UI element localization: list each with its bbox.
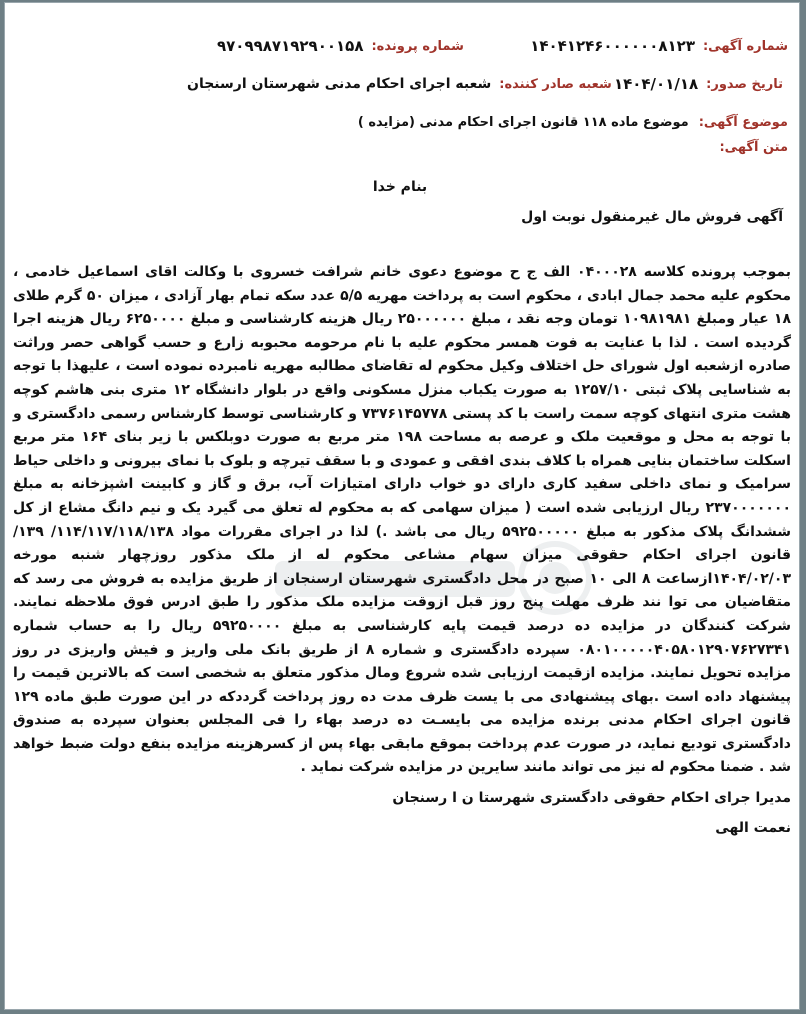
signature-line: مدیرا جرای احکام حقوقی دادگستری شهرستا ن ا رسنجان [392, 790, 791, 807]
basmala-heading: بنام خدا [372, 179, 428, 195]
notice-number-value: ۱۴۰۴۱۲۴۶۰۰۰۰۰۰۸۱۲۳ [530, 37, 695, 55]
issue-date [614, 75, 783, 93]
ad-title: آگهی فروش مال غیرمنقول نوبت اول [521, 209, 783, 225]
notice-text-label: متن آگهی: [719, 140, 788, 155]
notice-body: بموجب پرونده کلاسه ۰۴۰۰۰۲۸ الف ج ح موضوع دعوی خانم شرافت خسروی با وکالت اقای اسماعیل خادمی ، محکوم علیه محمد جمال ابادی ، محکوم است به پرداخت مهریه ۵/۵ عدد سکه تمام بهار آزادی ، میزان ۵۰ گرم طلای ۱۸ عیار ومبلغ ۱۰۹۸۱۹۸۱ تومان وجه نقد ، مبلغ ۲۵۰۰۰۰۰۰ ریال هزینه کارشناسی و مبلغ ۶۲۵۰۰۰۰ ریال هزینه اجرا گردیده است . لذا با عنایت به فوت همسر محکوم علیه با نام مرحومه محبوبه زارع و حسب گواهی حصر وراثت صادره ازشعبه اول شورای حل اختلاف وکیل محکوم له تقاضای مطالبه مهریه نامبرده نموده است ، علیهذا با توجه به شناسایی پلاک ثبتی ۱۲۵۷/۱۰ به صورت یکباب منزل مسکونی واقع در بلوار دانشگاه ۱۲ متری بنی هاشم کوچه هشت متری انتهای کوچه سمت راست با کد پستی ۷۳۷۶۱۴۵۷۷۸ و کارشناسی توسط کارشناس رسمی دادگستری و با توجه به محل و موقعیت ملک و عرصه به مساحت ۱۹۸ متر مربع به صورت دوبلکس با زیر بنای ۱۶۴ متر مربع اسکلت ساختمان بنایی همراه با کلاف بندی افقی و عمودی و با سقف تیرچه و بلوک با نمای بیرونی و داخلی حیاط سرامیک و نمای داخلی سفید کاری دارای دو خواب دارای امتیازات آب، برق و گاز و کابینت اشپزخانه به مبلغ ۲۳۷۰۰۰۰۰۰۰ ریال ارزیابی شده است ( میزان سهامی که به محکوم له تعلق می گیرد یک و نیم دانگ مشاع از کل ششدانگ پلاک مذکور به مبلغ ۵۹۲۵۰۰۰۰۰ ریال می باشد .) لذا در اجرای مقررات مواد ۱۱۴/۱۱۷/۱۱۸/۱۳۸/ ۱۳۹/قانون اجرای احکام حقوقی میزان سهام مشاعی محکوم له از ملک مذکور روزچهار شنبه مورخه ۱۴۰۴/۰۲/۰۳ازساعت ۸ الی ۱۰ صبح در محل دادگستری شهرستان ارسنجان از طریق مزایده به فروش می رسد که متقاضیان می توا نند ظرف مهلت پنج روز قبل ازوقت مزایده ملک مذکور را طبق ادرس فوق ملاحظه نمایند. شرکت کنندگان در مزایده ده درصد قیمت پایه کارشناسی به مبلغ ۵۹۲۵۰۰۰۰ ریال را به حساب شماره ۰۸۰۱۰۰۰۰۰۴۰۵۸۰۱۲۹۰۷۶۲۷۳۴۱ سپرده دادگستری و شماره ۸ از طریق بانک ملی واریز و فیش واریزی در روز مزایده تحویل نمایند. مزایده ازقیمت ارزیابی شده شروع ومال مذکور متعلق به شخصی است که بالاترین قیمت را پیشنهاد داده است .بهای پیشنهادی می با یست ظرف مدت ده روز پرداخت گرددکه در این صورت طبق ماده ۱۲۹ قانون اجرای احکام مدنی برنده مزایده می بایسـت ده درصد بهاء را فی المجلس بعنوان سپرده به صندوق دادگستری تودیع نماید، در صورت عدم پرداخت بموقع مابقی بهاء پس از کسرهزینه مزایده بنفع دولت ضبط خواهد شد . ضمنا محکوم له نیز می تواند مانند سایرین در مزایده شرکت نماید . [13, 264, 792, 776]
notice-number [530, 37, 788, 55]
case-number-label: شماره پرونده: [371, 38, 464, 54]
case-number-value: ۹۷۰۹۹۸۷۱۹۲۹۰۰۱۵۸ [217, 37, 364, 55]
meta-row-numbers [17, 35, 788, 57]
issue-date-label: تاریخ صدور: [706, 76, 783, 92]
document-frame [4, 2, 800, 1010]
notice-subject-value: موضوع ماده ۱۱۸ قانون اجرای احکام مدنی (مزایده ) [357, 115, 689, 130]
issue-date-value: ۱۴۰۴/۰۱/۱۸ [613, 75, 699, 93]
meta-row-date-issuer [17, 73, 783, 95]
issuing-branch-label: شعبه صادر کننده: [499, 76, 612, 92]
notice-subject-label: موضوع آگهی: [698, 115, 788, 130]
signature-name: نعمت الهی [715, 820, 791, 837]
issuing-branch-value: شعبه اجرای احکام مدنی شهرستان ارسنجان [187, 76, 492, 92]
notice-subject [17, 115, 788, 130]
notice-number-label: شماره آگهی: [702, 38, 788, 54]
issuing-branch [187, 76, 612, 92]
case-number [217, 37, 464, 55]
